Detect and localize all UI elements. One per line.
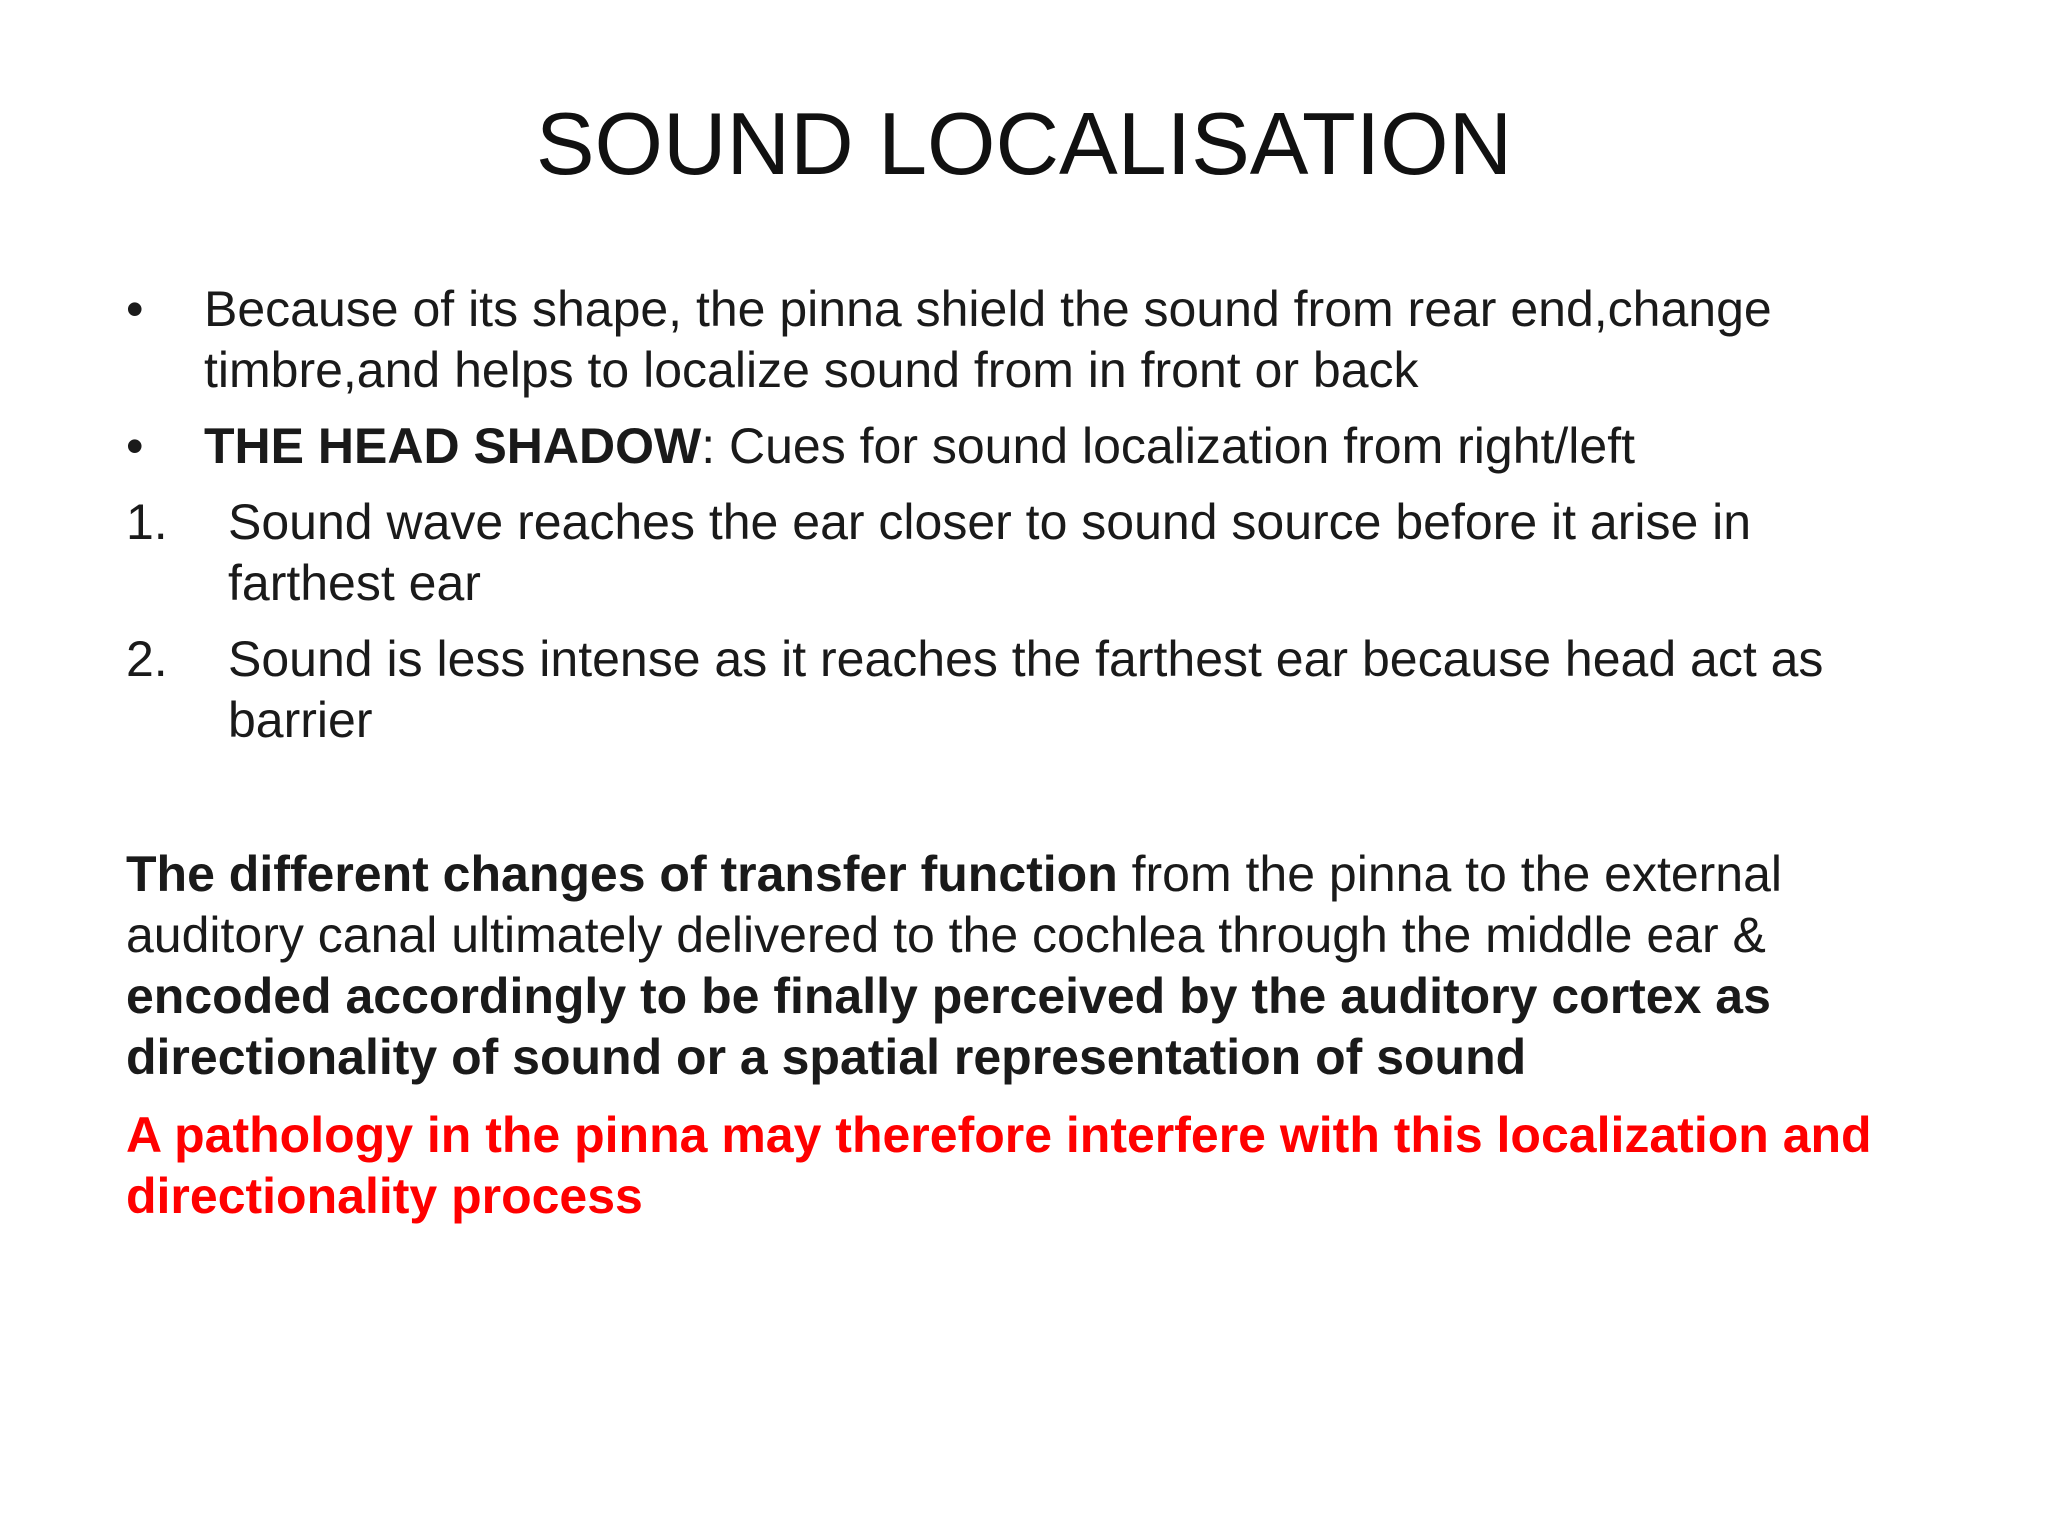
bullet-rest: : Cues for sound localization from right/left — [701, 418, 1635, 474]
numbered-text: Sound wave reaches the ear closer to sound source before it arise in farthest ear — [228, 494, 1752, 611]
number-marker: 1. — [126, 494, 168, 550]
numbered-text: Sound is less intense as it reaches the farthest ear because head act as barrier — [228, 631, 1824, 748]
numbered-item-2 — [126, 629, 1906, 751]
bullet-text — [204, 416, 1906, 477]
bullet-marker: • — [126, 418, 144, 474]
paragraph-bold-tail: encoded accordingly to be finally perceived by the auditory cortex as directionality of sound or a spatial representation of sound — [126, 968, 1771, 1085]
bullet-bold-lead: THE HEAD SHADOW — [204, 418, 702, 474]
paragraph-middle: from the pinna to the external auditory canal ultimately delivered to the cochlea through the middle ear & — [126, 846, 1783, 963]
bullet-text: Because of its shape, the pinna shield the sound from rear end,change timbre,and helps to localize sound from in front or back — [204, 281, 1772, 398]
bullet-marker: • — [126, 281, 144, 337]
transfer-function-paragraph — [126, 844, 1906, 1088]
bullet-item-pinna-shape — [126, 279, 1906, 401]
number-marker: 2. — [126, 631, 168, 687]
slide-title: SOUND LOCALISATION — [535, 94, 1513, 193]
numbered-item-1 — [126, 492, 1906, 614]
pathology-warning: A pathology in the pinna may therefore interfere with this localization and directionality process — [126, 1107, 1872, 1224]
bullet-item-head-shadow — [126, 416, 1906, 477]
paragraph-bold-lead: The different changes of transfer function — [126, 846, 1118, 902]
